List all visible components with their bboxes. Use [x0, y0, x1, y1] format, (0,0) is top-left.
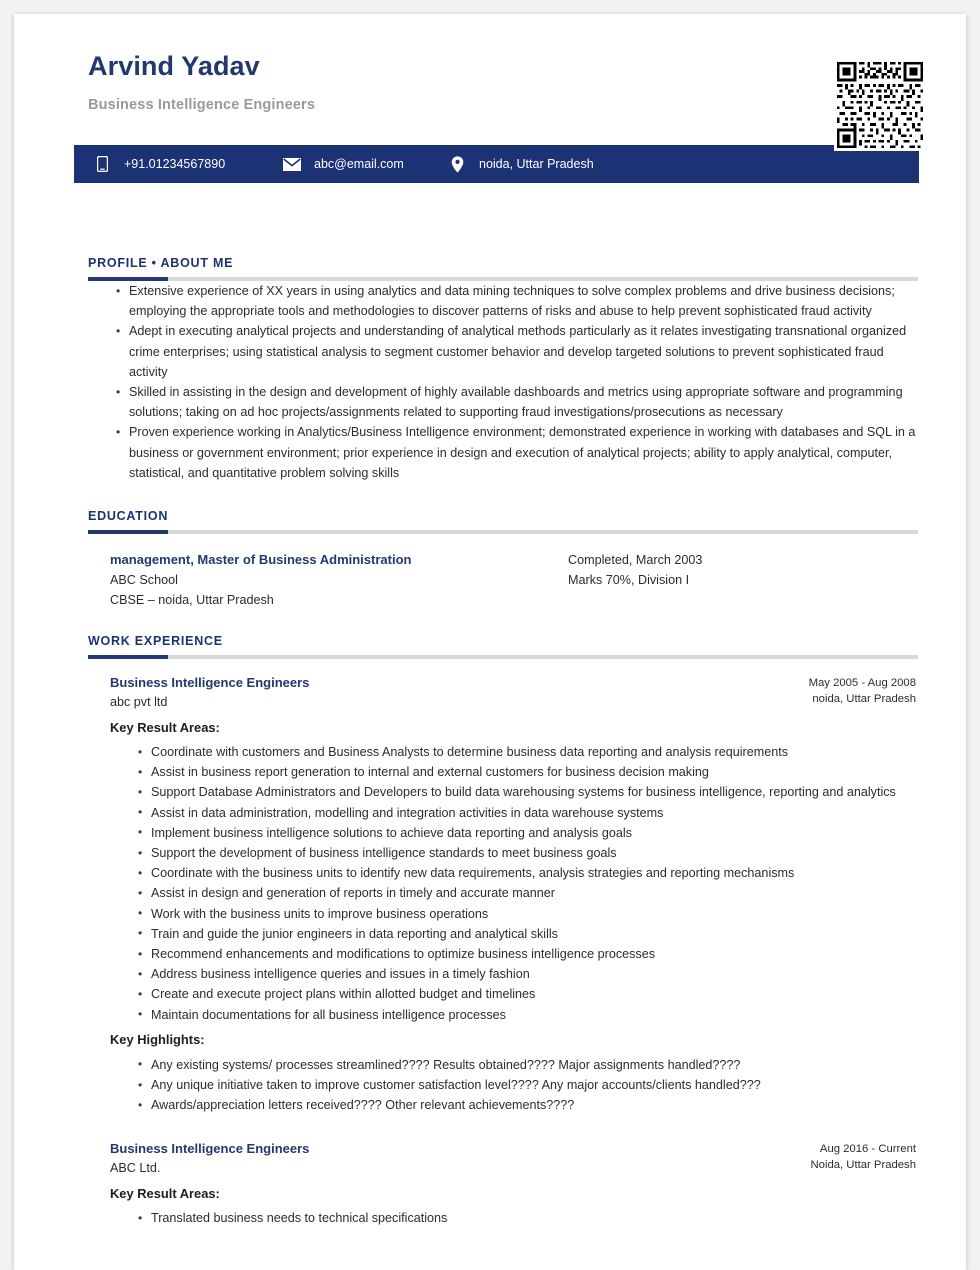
- list-item: • Awards/appreciation letters received???? Other relevant achievements????: [138, 1095, 928, 1115]
- key-highlights-list: [88, 1055, 928, 1116]
- work-experience-heading-rule: [88, 655, 918, 659]
- list-item: • Skilled in assisting in the design and development of highly available dashboards and metrics using appropriate software and programming solutions; taking on ad hoc projects/assignments related to supporting fraud investigations/prosecutions as necessary: [116, 382, 921, 422]
- map-pin-icon: [446, 156, 468, 173]
- key-result-areas-label: Key Result Areas:: [110, 1186, 220, 1202]
- work-entry-header: [88, 673, 918, 712]
- resume-page: [14, 14, 966, 1270]
- list-item: • Implement business intelligence solutions to achieve data reporting and analysis goals: [138, 823, 928, 843]
- key-highlights-label: Key Highlights:: [110, 1031, 205, 1047]
- list-item: • Coordinate with customers and Business Analysts to determine business data reporting and analysis requirements: [138, 742, 928, 762]
- work-entry-right: [811, 1139, 919, 1173]
- list-item: • Any unique initiative taken to improve customer satisfaction level???? Any major accounts/clients handled???: [138, 1075, 928, 1095]
- work-location: Noida, Uttar Pradesh: [810, 1159, 916, 1172]
- list-item: • Assist in business report generation to internal and external customers for business decision making: [138, 762, 928, 782]
- education-entry-left: [88, 550, 568, 610]
- contact-phone-text: +91.01234567890: [124, 157, 226, 171]
- list-item: • Create and execute project plans within allotted budget and timelines: [138, 984, 928, 1004]
- work-dates: Aug 2016 - Current: [819, 1143, 916, 1156]
- work-entry-right: [809, 673, 918, 707]
- work-location: noida, Uttar Pradesh: [812, 693, 916, 706]
- resume-header: [14, 14, 966, 128]
- work-experience-section: [88, 634, 918, 1229]
- key-result-areas-label: Key Result Areas:: [110, 720, 220, 736]
- work-dates: May 2005 - Aug 2008: [808, 677, 916, 690]
- contact-email[interactable]: [281, 157, 446, 171]
- education-section: [88, 509, 918, 610]
- work-entry: [88, 673, 918, 1115]
- work-entry-left: [88, 673, 309, 712]
- contact-phone[interactable]: [91, 156, 281, 172]
- list-item: • Work with the business units to improve business operations: [138, 904, 928, 924]
- work-entry: [88, 1139, 918, 1228]
- list-item: • Recommend enhancements and modifications to optimize business intelligence processes: [138, 944, 928, 964]
- list-item: • Support the development of business intelligence standards to meet business goals: [138, 843, 928, 863]
- resume-content: [14, 256, 966, 1229]
- list-item: • Train and guide the junior engineers in data reporting and analytical skills: [138, 924, 928, 944]
- list-item: • Extensive experience of XX years in using analytics and data mining techniques to solve complex problems and drive business decisions; employing the appropriate tools and methodologies to discover patterns of risks and abuse to help prevent sophisticated fraud activity: [116, 281, 921, 321]
- contact-location[interactable]: [446, 156, 594, 173]
- list-item: • Translated business needs to technical specifications: [138, 1208, 928, 1228]
- candidate-name: Arvind Yadav: [88, 51, 260, 81]
- work-company: abc pvt ltd: [110, 695, 168, 710]
- list-item: • Assist in design and generation of reports in timely and accurate manner: [138, 883, 928, 903]
- list-item: • Address business intelligence queries and issues in a timely fashion: [138, 964, 928, 984]
- work-title: Business Intelligence Engineers: [110, 1141, 310, 1157]
- education-board: CBSE – noida, Uttar Pradesh: [110, 593, 274, 608]
- list-item: • Assist in data administration, modelling and integration activities in data warehouse systems: [138, 803, 928, 823]
- education-entry-right: [568, 550, 918, 610]
- work-company: ABC Ltd.: [110, 1161, 161, 1176]
- education-heading: EDUCATION: [88, 509, 169, 524]
- profile-bullet-list: [88, 281, 921, 483]
- list-item: • Adept in executing analytical projects and understanding of analytical methods particularly as it relates investigating transnational organized crime enterprises; using statistical analysis to segment customer behavior and develop targeted solutions to prevent sophisticated fraud activity: [116, 321, 921, 382]
- qr-code[interactable]: [834, 59, 926, 151]
- education-degree: management, Master of Business Administration: [110, 552, 412, 568]
- list-item: • Any existing systems/ processes streamlined???? Results obtained???? Major assignments handled????: [138, 1055, 928, 1075]
- list-item: • Proven experience working in Analytics/Business Intelligence environment; demonstrated experience in working with databases and SQL in a business or government environment; prior experience in design and execution of analytical projects; ability to apply analytical, computer, statistical, and quantitative problem solving skills: [116, 422, 921, 483]
- work-entry-header: [88, 1139, 918, 1178]
- list-item: • Support Database Administrators and Developers to build data warehousing systems for business intelligence, reporting and analytics: [138, 782, 928, 802]
- contact-email-text: abc@email.com: [314, 157, 404, 171]
- profile-heading: PROFILE • ABOUT ME: [88, 256, 234, 270]
- candidate-role: Business Intelligence Engineers: [88, 96, 316, 113]
- work-entry-left: [88, 1139, 309, 1178]
- education-status: Completed, March 2003: [568, 553, 703, 568]
- education-school: ABC School: [110, 573, 178, 588]
- profile-section: [88, 256, 918, 483]
- education-heading-rule: [88, 530, 918, 534]
- list-item: • Coordinate with the business units to identify new data requirements, analysis strategies and reporting mechanisms: [138, 863, 928, 883]
- contact-location-text: noida, Uttar Pradesh: [479, 157, 594, 171]
- envelope-icon: [281, 158, 303, 171]
- work-experience-heading: WORK EXPERIENCE: [88, 634, 223, 649]
- key-result-areas-list: [88, 1208, 928, 1228]
- work-title: Business Intelligence Engineers: [110, 675, 310, 691]
- education-marks: Marks 70%, Division I: [568, 573, 690, 588]
- contact-bar: [74, 145, 919, 183]
- mobile-phone-icon: [91, 156, 113, 172]
- list-item: • Maintain documentations for all business intelligence processes: [138, 1005, 928, 1025]
- key-result-areas-list: [88, 742, 928, 1025]
- education-entry: [88, 550, 918, 610]
